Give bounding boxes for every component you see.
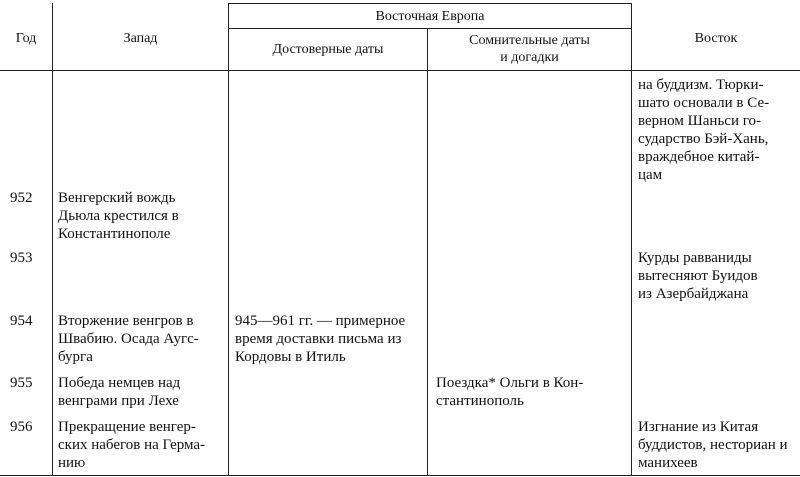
header-west: Запад xyxy=(123,31,158,46)
header-east-europe: Восточная Европа xyxy=(375,9,485,24)
col-divider-4 xyxy=(631,3,632,475)
reliable-954: 945—961 гг. — примерное время доставки письма из Кордовы в Итиль xyxy=(235,313,406,365)
west-956: Прекращение венгер- ских набегов на Герма- нию xyxy=(58,419,206,471)
col-divider-3 xyxy=(427,28,428,475)
table-bottom-border xyxy=(0,475,800,476)
doubtful-955: Поездка* Ольги в Кон- стантинополь xyxy=(436,375,584,409)
year-955: 955 xyxy=(10,375,33,391)
header-bottom-border xyxy=(0,70,800,71)
year-954: 954 xyxy=(10,313,33,329)
header-east: Восток xyxy=(694,31,738,46)
header-year: Год xyxy=(15,31,37,46)
year-956: 956 xyxy=(10,419,33,435)
year-952: 952 xyxy=(10,190,33,206)
west-955: Победа немцев над венграми при Лехе xyxy=(58,375,181,409)
header-reliable-dates: Достоверные даты xyxy=(272,42,384,57)
table-top-border xyxy=(228,3,631,4)
east-956: Изгнание из Китая буддистов, несториан и манихеев xyxy=(638,419,788,471)
west-954: Вторжение венгров в Швабию. Осада Аугс- бурга xyxy=(58,313,199,365)
col-divider-2 xyxy=(228,3,229,475)
header-doubtful-dates: Сомнительные даты и догадки xyxy=(469,33,590,65)
col-divider-1 xyxy=(52,3,53,475)
east-continuation-text: на буддизм. Тюрки- шато основали в Се- верном Шаньси го- сударство Бэй-Хань, враждебное китай- цам xyxy=(638,77,770,183)
west-952: Венгерский вождь Дьюла крестился в Константинополе xyxy=(58,190,179,242)
year-953: 953 xyxy=(10,250,33,266)
subheader-divider xyxy=(228,28,631,29)
east-953: Курды равваниды вытесняют Буидов из Азербайджана xyxy=(638,250,758,302)
